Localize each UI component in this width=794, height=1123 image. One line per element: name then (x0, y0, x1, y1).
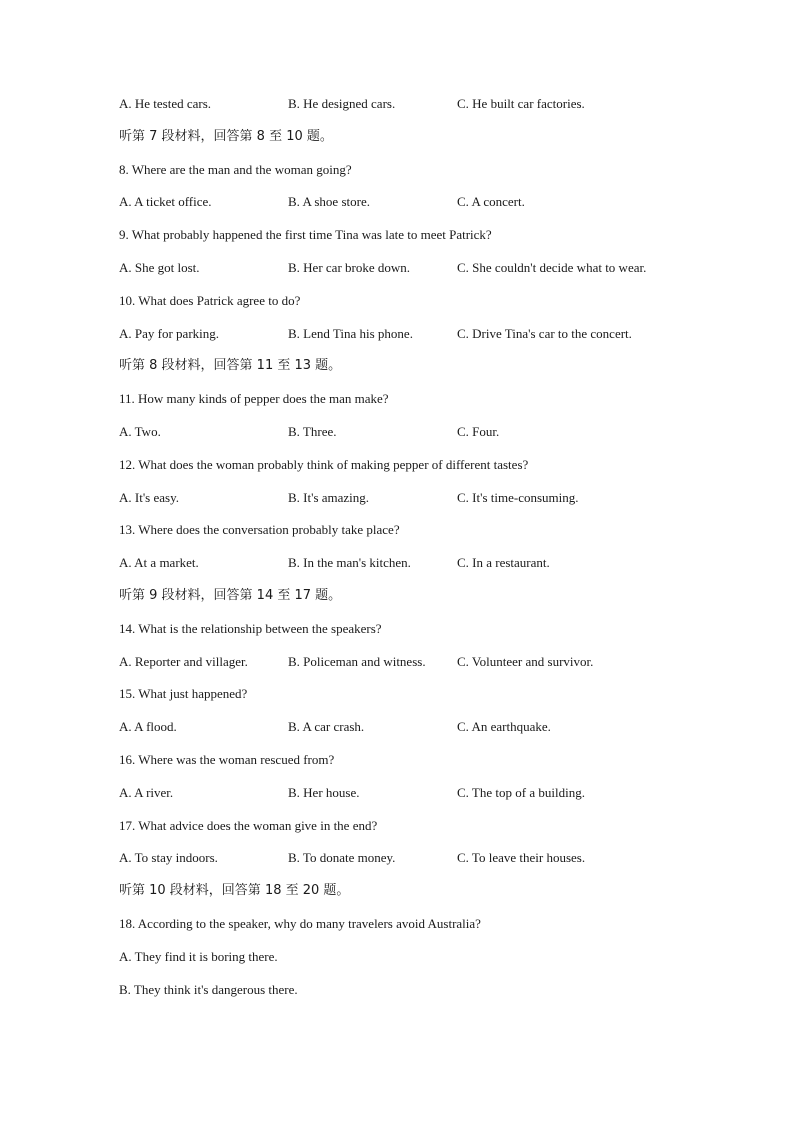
options-row (119, 777, 719, 810)
question-text: 15. What just happened? (119, 686, 248, 702)
option-b: B. He designed cars. (288, 96, 396, 111)
options-row (119, 711, 719, 744)
options-row (119, 842, 719, 875)
option-c: C. Drive Tina's car to the concert. (457, 325, 632, 341)
question-text: 10. What does Patrick agree to do? (119, 292, 301, 308)
options-row (119, 88, 719, 121)
options-row (119, 482, 719, 515)
question-text: 12. What does the woman probably think of making pepper of different tastes? (119, 456, 529, 472)
option-b: B. Three. (288, 423, 337, 439)
section-heading: 听第 10 段材料，回答第 18 至 20 题。 (119, 883, 350, 899)
option-a: A. Two. (119, 423, 161, 439)
question-text: 14. What is the relationship between the speakers? (119, 620, 382, 636)
option-a: A. At a market. (119, 555, 199, 571)
option-b: B. A shoe store. (288, 194, 370, 210)
option-a: A. A ticket office. (119, 194, 212, 210)
option-b: B. A car crash. (288, 719, 365, 735)
option-b: B. Her house. (288, 784, 360, 800)
option-b: B. Her car broke down. (288, 259, 411, 275)
section-heading: 听第 7 段材料，回答第 8 至 10 题。 (119, 128, 333, 144)
option-b: B. In the man's kitchen. (288, 555, 411, 571)
question-text: 13. Where does the conversation probably take place? (119, 522, 400, 538)
question-text: 8. Where are the man and the woman going? (119, 161, 352, 177)
option-c: C. To leave their houses. (457, 850, 586, 866)
option-b: B. To donate money. (288, 850, 396, 866)
question-text: 9. What probably happened the first time Tina was late to meet Patrick? (119, 227, 492, 243)
option-c: C. The top of a building. (457, 784, 585, 800)
option-c: C. Volunteer and survivor. (457, 653, 594, 669)
option-a: A. Pay for parking. (119, 325, 220, 341)
options-row (119, 646, 719, 679)
options-row (119, 416, 719, 449)
question-text: 16. Where was the woman rescued from? (119, 751, 335, 767)
option-c: C. She couldn't decide what to wear. (457, 259, 647, 275)
option-line: B. They think it's dangerous there. (119, 981, 298, 997)
question-text: 17. What advice does the woman give in the end? (119, 817, 378, 833)
option-c: C. It's time-consuming. (457, 489, 579, 505)
option-b: B. It's amazing. (288, 489, 370, 505)
options-row (119, 186, 719, 219)
option-c: C. An earthquake. (457, 719, 551, 735)
options-row (119, 252, 719, 285)
document-page (119, 88, 719, 1006)
option-a: A. To stay indoors. (119, 850, 218, 866)
option-c: C. He built car factories. (457, 96, 585, 111)
question-text: 18. According to the speaker, why do many travelers avoid Australia? (119, 915, 481, 931)
section-heading: 听第 9 段材料，回答第 14 至 17 题。 (119, 587, 342, 603)
option-a: A. A river. (119, 784, 174, 800)
options-row (119, 318, 719, 351)
option-line: A. They find it is boring there. (119, 948, 278, 964)
option-a: A. He tested cars. (119, 96, 212, 111)
option-c: C. A concert. (457, 194, 525, 210)
option-a: A. She got lost. (119, 259, 200, 275)
option-b: B. Policeman and witness. (288, 653, 426, 669)
options-row (119, 547, 719, 580)
section-heading: 听第 8 段材料，回答第 11 至 13 题。 (119, 358, 342, 374)
option-c: C. In a restaurant. (457, 555, 550, 571)
option-a: A. A flood. (119, 719, 177, 735)
option-a: A. Reporter and villager. (119, 653, 248, 669)
question-text: 11. How many kinds of pepper does the man make? (119, 391, 389, 407)
option-a: A. It's easy. (119, 489, 179, 505)
option-c: C. Four. (457, 423, 500, 439)
option-b: B. Lend Tina his phone. (288, 325, 413, 341)
